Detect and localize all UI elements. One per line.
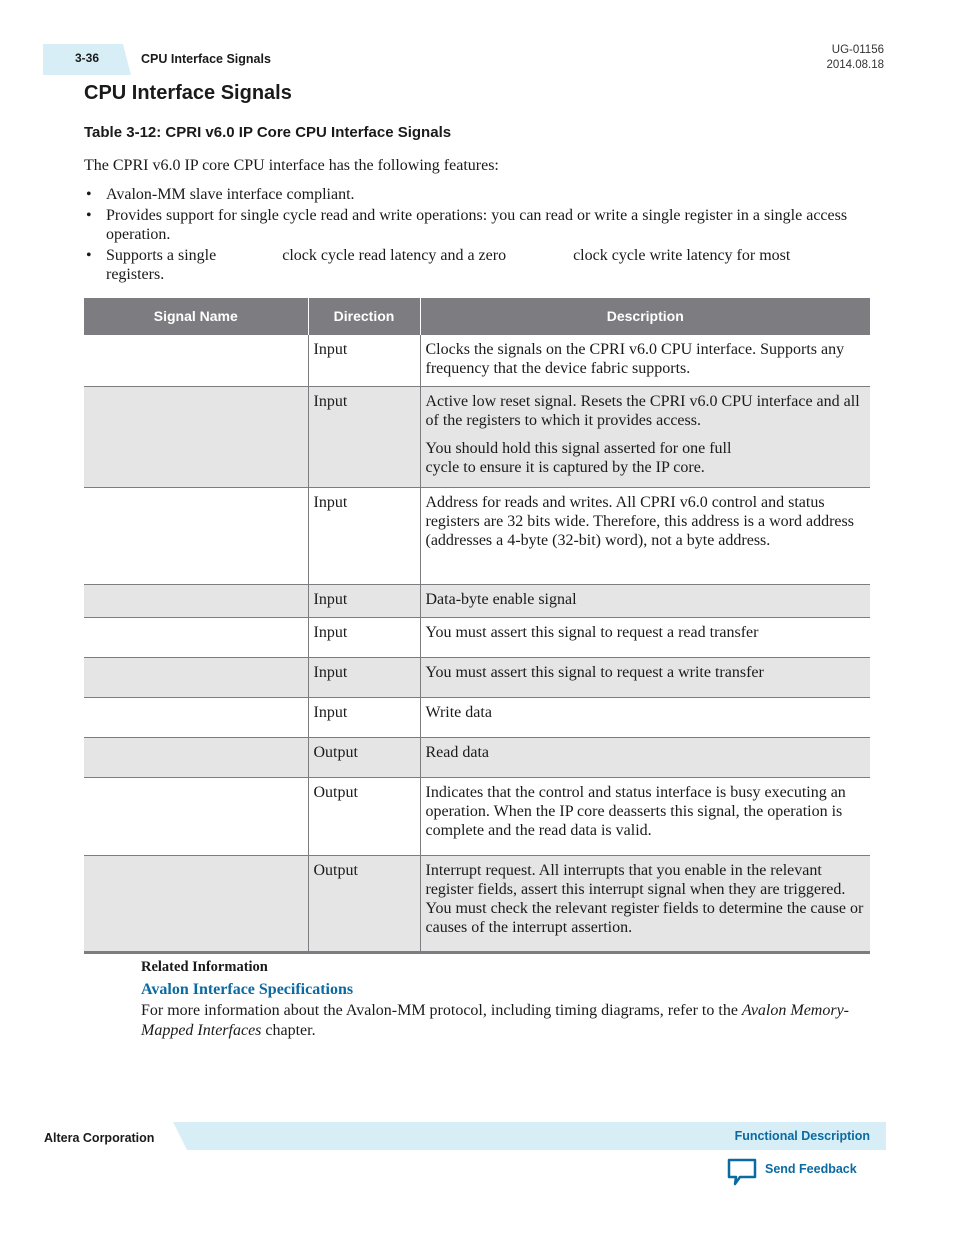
list-item: • Avalon-MM slave interface compliant. [84,185,864,204]
signal-name-cell [84,738,308,778]
description-cell [420,698,870,738]
table-row [84,778,870,856]
intro-paragraph: The CPRI v6.0 IP core CPU interface has the following features: [84,157,499,174]
direction-cell: Output [308,738,420,778]
direction-cell: Input [308,618,420,658]
signal-name-cell [84,698,308,738]
direction-cell: Input [308,585,420,618]
direction-cell: Input [308,488,420,585]
footer-section-link[interactable]: Functional Description [734,1129,870,1143]
table-row [84,585,870,618]
list-item: • Provides support for single cycle read and write operations: you can read or write a single register in a single access operation. [84,206,864,244]
send-feedback-link[interactable]: Send Feedback [765,1162,857,1176]
description-cell [420,738,870,778]
direction-cell: Input [308,698,420,738]
related-text-italic: Avalon Memory-Mapped Interfaces [141,1002,849,1039]
feature-text-part: Supports a single [106,247,217,264]
description-text: Write data [425,704,492,721]
table-row [84,618,870,658]
table-row [84,335,870,387]
table-row [84,488,870,585]
signal-name-cell [84,585,308,618]
signal-name-cell [84,335,308,387]
related-text-part: chapter. [261,1022,316,1039]
description-cell [420,387,870,488]
table-row [84,738,870,778]
cpu-interface-signals-table [84,298,870,954]
direction-cell: Output [308,778,420,856]
direction-cell: Input [308,658,420,698]
page-number: 3-36 [75,51,100,65]
signal-name-cell [84,856,308,953]
description-text: Interrupt request. All interrupts that you enable in the relevant register fields, assert this interrupt signal when they are triggered. You must check the relevant register fields to determine the cause or causes of the interrupt assertion. [425,862,864,936]
column-header-description: Description [420,298,870,335]
description-text: Data-byte enable signal [425,591,577,608]
description-text: You must assert this signal to request a read transfer [425,624,759,641]
description-cell [420,856,870,953]
avalon-spec-link[interactable]: Avalon Interface Specifications [141,981,354,998]
feature-text-part: clock cycle write latency for most [573,247,791,264]
description-cell [420,658,870,698]
signal-name-cell [84,778,308,856]
description-text: You should hold this signal asserted for one full cycle to ensure it is captured by the IP core. [425,440,732,476]
direction-cell: Input [308,387,420,488]
description-cell [420,778,870,856]
signal-name-cell [84,387,308,488]
description-text: Read data [425,744,490,761]
list-item [84,246,864,284]
description-text: Active low reset signal. Resets the CPRI v6.0 CPU interface and all of the registers to which it provides access. [425,393,860,429]
table-row [84,698,870,738]
feature-text-part: clock cycle read latency and a zero [282,247,507,264]
description-cell [420,618,870,658]
footer-company: Altera Corporation [44,1131,155,1145]
table-row [84,658,870,698]
column-header-direction: Direction [308,298,420,335]
description-cell [420,585,870,618]
feature-text-part: registers. [106,266,165,283]
direction-cell: Input [308,335,420,387]
column-header-signal-name: Signal Name [84,298,308,335]
document-id [826,43,884,73]
table-row [84,387,870,488]
feature-list [84,185,864,286]
description-cell [420,335,870,387]
document-date: 2014.08.18 [826,59,884,71]
description-text: Indicates that the control and status interface is busy executing an operation. When the IP core deasserts this signal, the operation is complete and the read data is valid. [425,784,846,839]
description-cell [420,488,870,585]
signal-name-cell [84,618,308,658]
related-information-text [141,1001,861,1041]
signal-name-cell [84,658,308,698]
speech-bubble-icon[interactable] [726,1157,758,1187]
section-title: CPU Interface Signals [84,82,292,104]
document-number: UG-01156 [831,44,884,56]
description-text: Address for reads and writes. All CPRI v6.0 control and status registers are 32 bits wide. Therefore, this address is a word address (addresses a 4-byte (32-bit) word), not a byte address. [425,494,854,549]
related-information-label: Related Information [141,959,268,975]
signal-name-cell [84,488,308,585]
table-caption: Table 3-12: CPRI v6.0 IP Core CPU Interface Signals [84,124,452,141]
direction-cell: Output [308,856,420,953]
running-header-title: CPU Interface Signals [141,52,271,66]
description-text: Clocks the signals on the CPRI v6.0 CPU interface. Supports any frequency that the device fabric supports. [425,341,845,377]
description-text: You must assert this signal to request a write transfer [425,664,764,681]
table-header-row [84,298,870,335]
related-text-part: For more information about the Avalon-MM protocol, including timing diagrams, refer to the [141,1002,742,1019]
table-row [84,856,870,953]
